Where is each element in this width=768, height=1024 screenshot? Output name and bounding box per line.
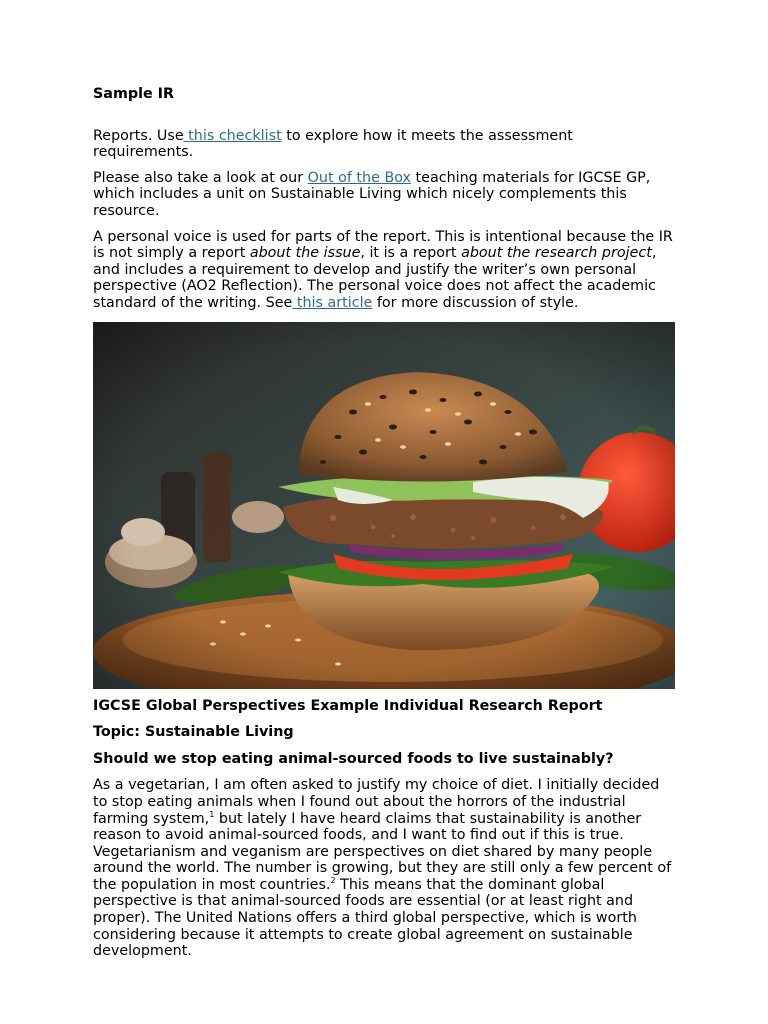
- out-of-the-box-link[interactable]: Out of the Box: [307, 169, 412, 186]
- body-text-1: As a vegetarian, I am often asked to justify my choice of diet. I initially decided to stop eating animals when I found out about the horrors of the industrial farming system,: [93, 777, 660, 827]
- report-title: IGCSE Global Perspectives Example Individual Research Report: [93, 697, 603, 714]
- body-text-2: but lately I have heard claims that sustainability is another reason to avoid animal-sourced foods, and I want to find out if this is true. Vegetarianism and veganism are perspectives on diet shared by many people around the world. The number is growing, but they are still only a few percent of the population in most countries.: [93, 810, 672, 893]
- voice-emphasis-2: about the research project: [461, 245, 652, 262]
- intro-suffix: to explore how it meets the assessment requirements.: [93, 127, 573, 161]
- article-link[interactable]: this article: [292, 294, 373, 311]
- voice-emphasis-1: about the issue: [249, 245, 361, 262]
- voice-text-3: , and includes a requirement to develop and justify the writer’s own personal perspective (AO2 Reflection). The personal voice does not affect the academic standard of the writing. See: [93, 245, 657, 311]
- document-content: [93, 86, 675, 960]
- voice-paragraph: [93, 229, 675, 312]
- also-suffix: teaching materials for IGCSE GP, which includes a unit on Sustainable Living which nicely complements this resource.: [93, 169, 651, 219]
- intro-text: Reports. Use: [93, 127, 184, 144]
- intro-paragraph: [93, 128, 675, 161]
- voice-text-2: , it is a report: [360, 245, 462, 262]
- footnote-2[interactable]: 2: [330, 875, 336, 885]
- voice-text-4: for more discussion of style.: [372, 294, 579, 311]
- footnote-1[interactable]: 1: [209, 809, 215, 819]
- report-question: Should we stop eating animal-sourced foods to live sustainably?: [93, 750, 614, 767]
- body-text-3: This means that the dominant global perspective is that animal-sourced foods are essential (or at least right and proper). The United Nations offers a third global perspective, which is worth considering because it attempts to create global agreement on sustainable development.: [93, 876, 637, 960]
- report-topic: Topic: Sustainable Living: [93, 724, 294, 741]
- report-body: [93, 777, 675, 960]
- veggie-burger-photo: [93, 322, 675, 689]
- sample-heading: Sample IR: [93, 86, 174, 102]
- also-paragraph: [93, 170, 675, 220]
- also-prefix: Please also take a look at our: [93, 169, 308, 186]
- voice-text-1: A personal voice is used for parts of the report. This is intentional because the IR is not simply a report: [93, 228, 673, 262]
- checklist-link[interactable]: this checklist: [183, 127, 282, 144]
